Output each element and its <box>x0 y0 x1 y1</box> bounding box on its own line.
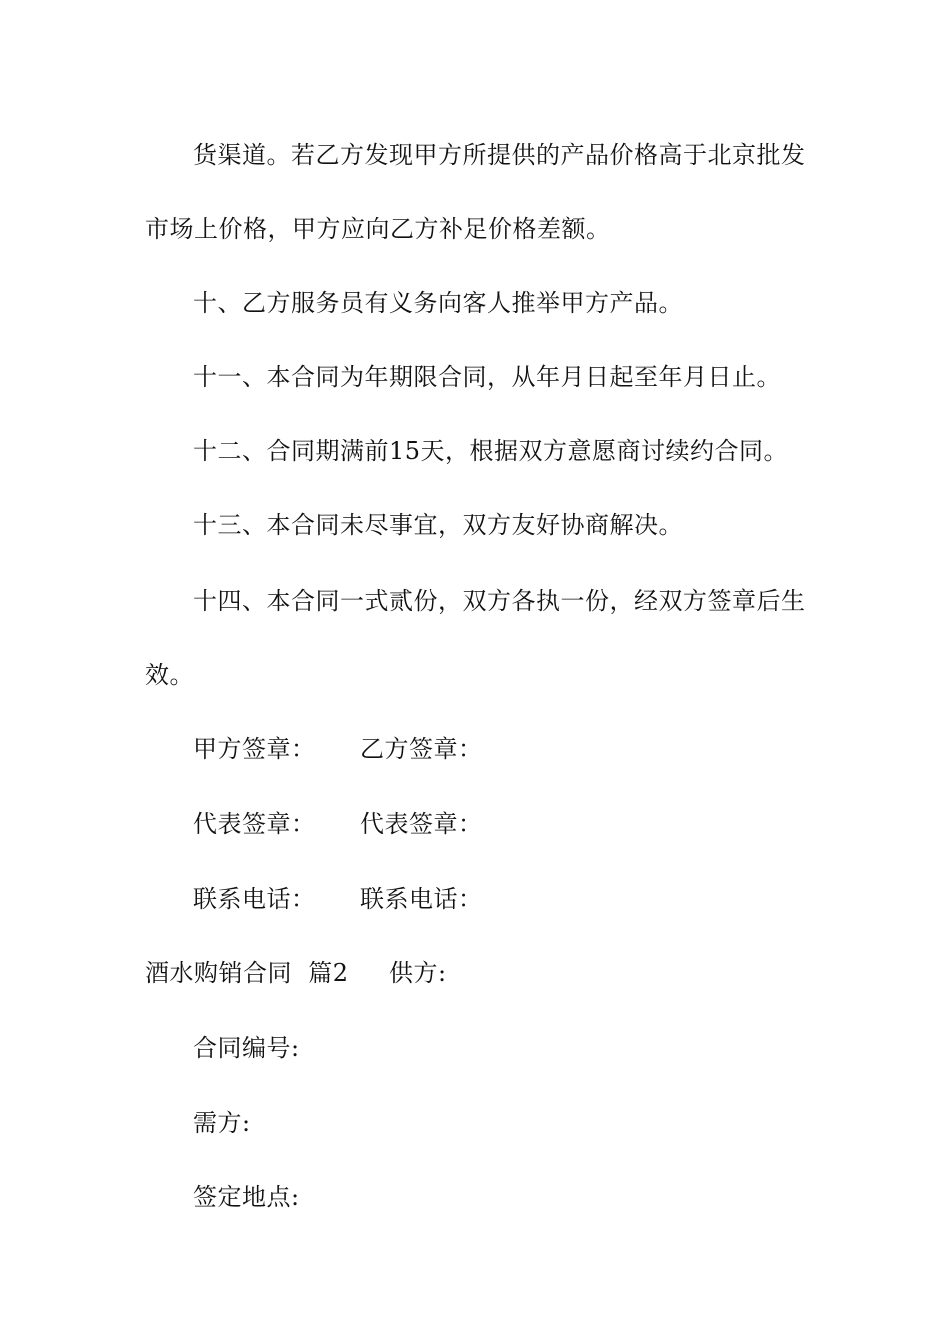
buyer-label: 需方: <box>193 1109 251 1137</box>
paragraph-line-1: 货渠道。若乙方发现甲方所提供的产品价格高于北京批发 <box>193 141 806 169</box>
section-2-heading: 酒水购销合同 篇2 <box>145 959 349 987</box>
signing-place-label: 签定地点: <box>193 1183 300 1211</box>
clause-14-line-1: 十四、本合同一式贰份，双方各执一份，经双方签章后生 <box>193 587 806 615</box>
rep-a-signature-label: 代表签章： <box>193 810 316 838</box>
rep-b-signature-label: 代表签章： <box>360 810 483 838</box>
paragraph-line-2: 市场上价格，甲方应向乙方补足价格差额。 <box>145 215 611 243</box>
party-a-signature-label: 甲方签章： <box>193 735 316 763</box>
supplier-label: 供方: <box>389 959 447 987</box>
phone-a-label: 联系电话： <box>193 885 316 913</box>
clause-11: 十一、本合同为年期限合同，从年月日起至年月日止。 <box>193 363 781 391</box>
contract-number-label: 合同编号: <box>193 1034 300 1062</box>
clause-14-line-2: 效。 <box>145 661 194 689</box>
party-b-signature-label: 乙方签章： <box>360 735 483 763</box>
phone-b-label: 联系电话： <box>360 885 483 913</box>
clause-12: 十二、合同期满前15天，根据双方意愿商讨续约合同。 <box>193 437 789 465</box>
clause-10: 十、乙方服务员有义务向客人推举甲方产品。 <box>193 289 683 317</box>
clause-13: 十三、本合同未尽事宜，双方友好协商解决。 <box>193 511 683 539</box>
